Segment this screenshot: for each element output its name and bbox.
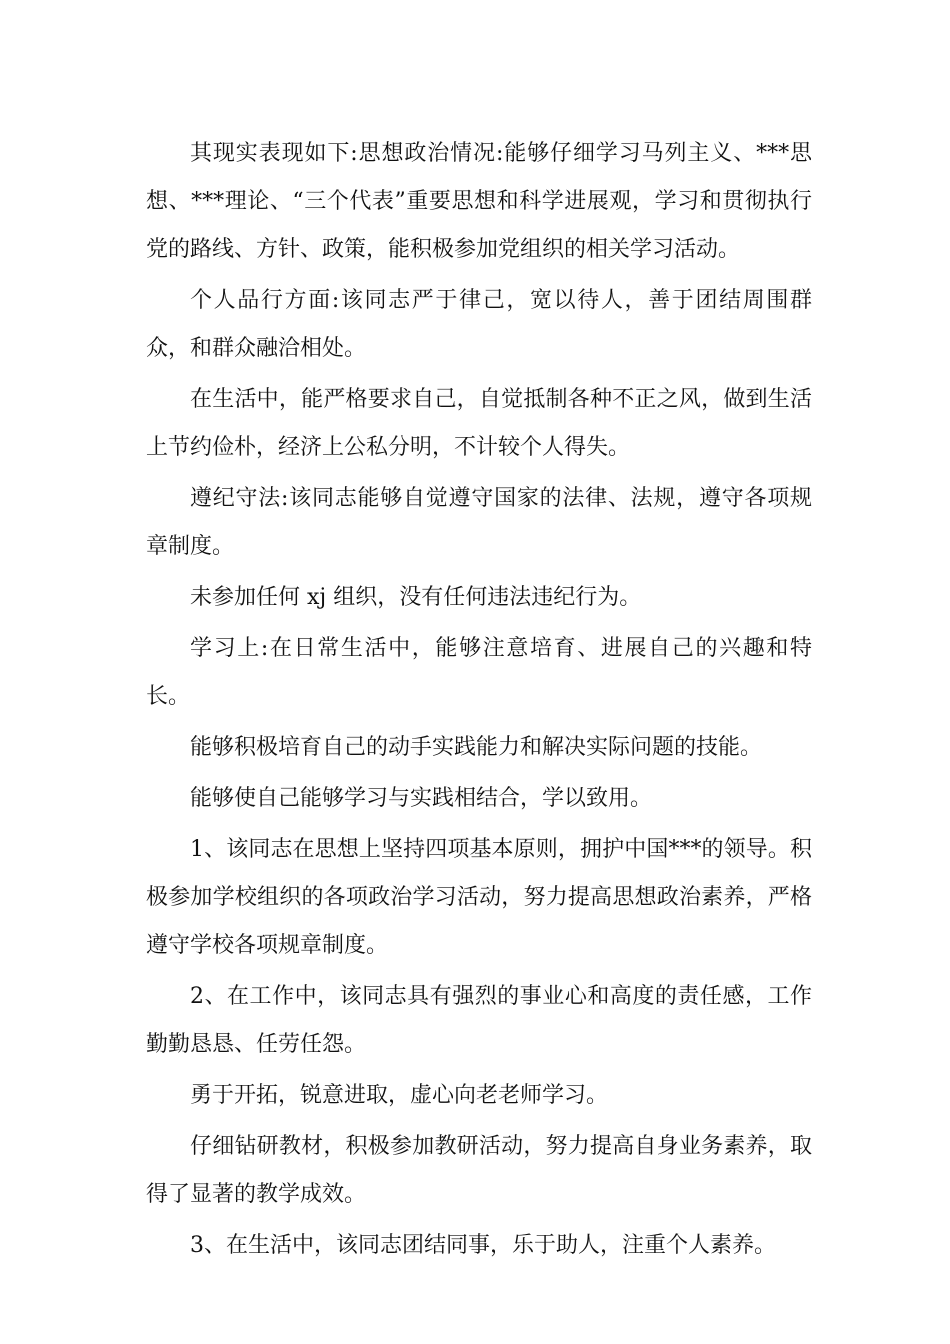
paragraph-practical-skills: 能够积极培育自己的动手实践能力和解决实际问题的技能。 xyxy=(190,735,763,760)
paragraph-daily-life: 在生活中，能严格要求自己，自觉抵制各种不正之风，做到生活上节约俭朴，经济上公私分明，不计较个人得失。 xyxy=(146,387,812,460)
paragraph-theory-practice: 能够使自己能够学习与实践相结合，学以致用。 xyxy=(190,786,653,811)
paragraph-study: 学习上:在日常生活中，能够注意培育、进展自己的兴趣和特长。 xyxy=(146,636,812,709)
paragraph-innovation: 勇于开拓，锐意进取，虚心向老老师学习。 xyxy=(190,1083,609,1108)
paragraph-political-status: 其现实表现如下:思想政治情况:能够仔细学习马列主义、***思想、***理论、“三个代表”重要思想和科学进展观，学习和贯彻执行党的路线、方针、政策，能积极参加党组织的相关学习活动。 xyxy=(146,141,812,262)
paragraph-law-abiding: 遵纪守法:该同志能够自觉遵守国家的法律、法规，遵守各项规章制度。 xyxy=(146,486,812,559)
document-body xyxy=(146,130,812,1273)
paragraph-item-2: 2、在工作中，该同志具有强烈的事业心和高度的责任感，工作勤勤恳恳、任劳任怨。 xyxy=(146,984,812,1057)
paragraph-item-3: 3、在生活中，该同志团结同事，乐于助人，注重个人素养。 xyxy=(190,1233,776,1258)
paragraph-personal-conduct: 个人品行方面:该同志严于律己，宽以待人，善于团结周围群众，和群众融洽相处。 xyxy=(146,288,812,361)
paragraph-teaching-results: 仔细钻研教材，积极参加教研活动，努力提高自身业务素养，取得了显著的教学成效。 xyxy=(146,1134,812,1207)
paragraph-item-1: 1、该同志在思想上坚持四项基本原则，拥护中国***的领导。积极参加学校组织的各项政治学习活动，努力提高思想政治素养，严格遵守学校各项规章制度。 xyxy=(146,837,812,958)
paragraph-no-violations: 未参加任何 xj 组织，没有任何违法违纪行为。 xyxy=(190,585,642,610)
